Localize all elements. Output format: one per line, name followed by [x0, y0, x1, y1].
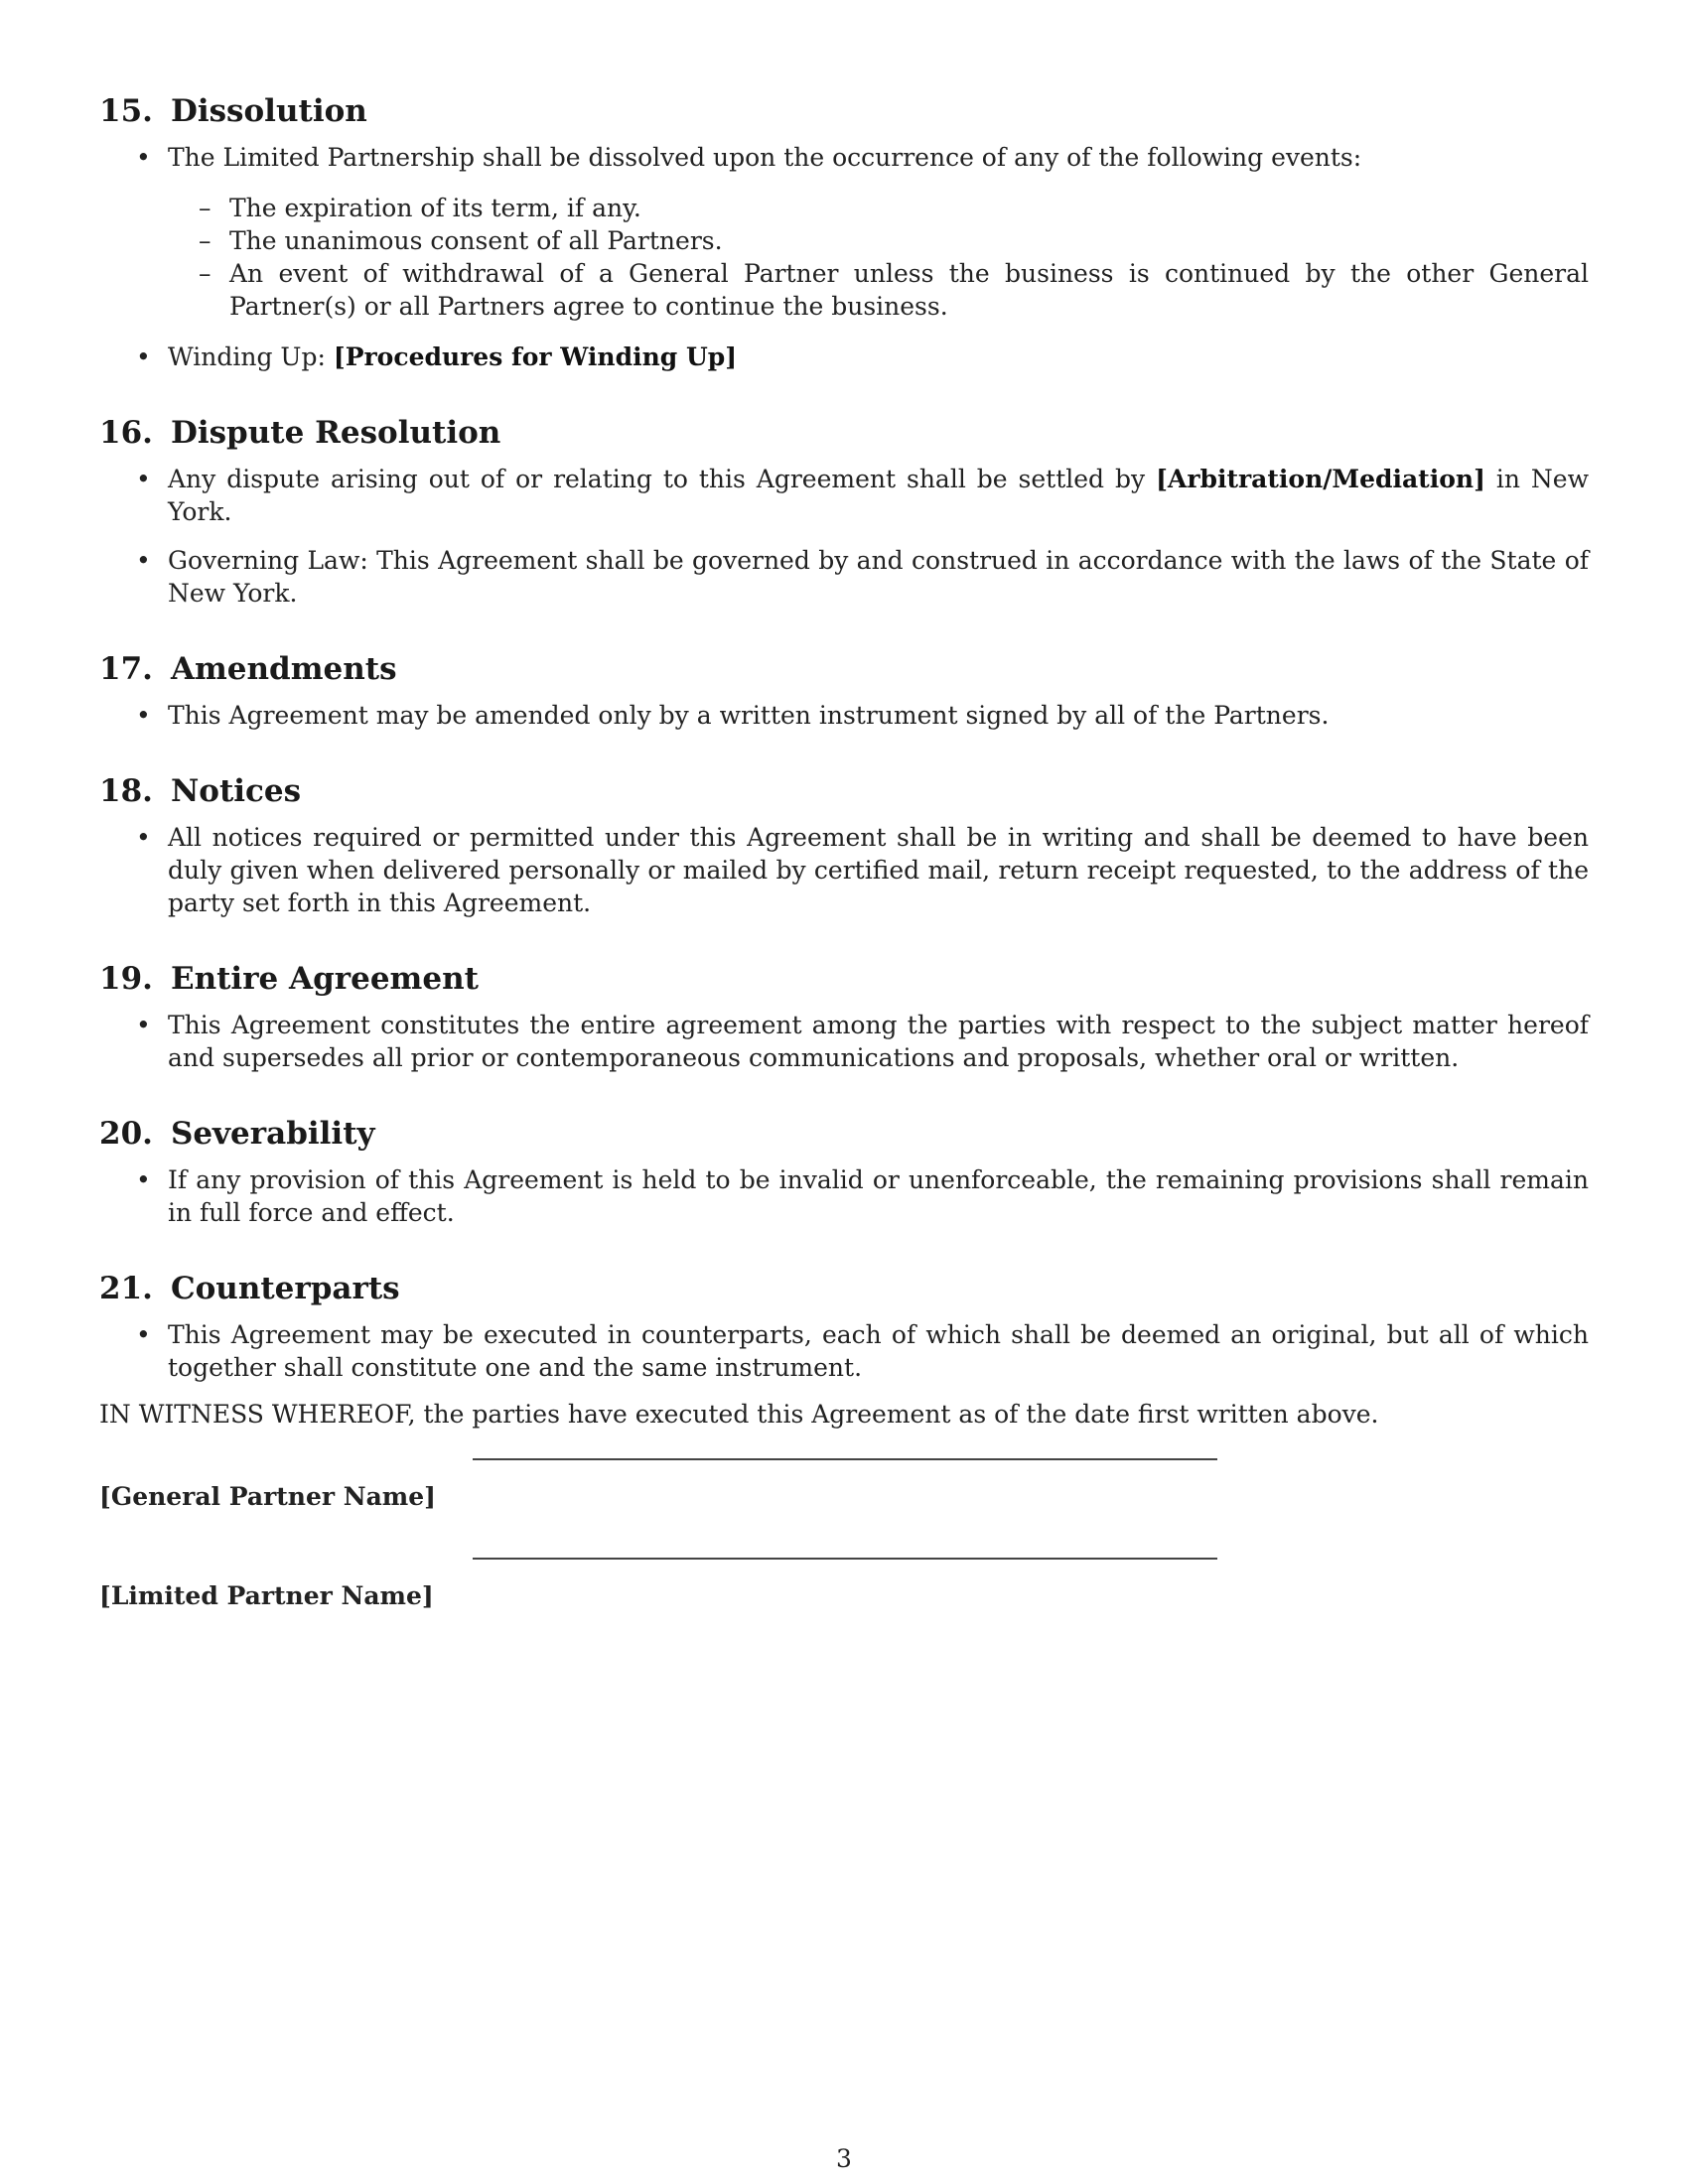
- bullet-icon: •: [136, 1011, 151, 1039]
- list-item: [99, 341, 1589, 373]
- section-number: 21.: [99, 1271, 153, 1306]
- document-page: [99, 91, 1589, 1629]
- signature-limited-partner: [99, 1530, 1589, 1629]
- section-number: 18.: [99, 773, 153, 809]
- section-counterparts: [99, 1269, 1589, 1384]
- list-item: [99, 544, 1589, 610]
- bullet-icon: •: [136, 342, 151, 371]
- section-title-text: Entire Agreement: [170, 961, 479, 997]
- section-amendments: [99, 649, 1589, 732]
- general-partner-name: General Partner Name: [110, 1482, 425, 1511]
- section-number: 17.: [99, 651, 153, 687]
- signature-general-partner: [99, 1431, 1589, 1530]
- limited-partner-label: [Limited Partner Name]: [99, 1581, 434, 1610]
- bullet-icon: •: [136, 823, 151, 852]
- list-item: [99, 699, 1589, 732]
- bullet-list: [99, 699, 1589, 732]
- bullet-icon: •: [136, 546, 151, 575]
- bullet-list: [99, 141, 1589, 373]
- section-number: 20.: [99, 1116, 153, 1152]
- list-item: [99, 141, 1589, 323]
- bullet-list: [99, 463, 1589, 610]
- dissolution-intro: The Limited Partnership shall be dissolved upon the occurrence of any of the following events:: [168, 143, 1362, 172]
- event-text: The expiration of its term, if any.: [229, 194, 641, 222]
- governing-law-text: Governing Law: This Agreement shall be governed by and construed in accordance with the laws of the State of New York.: [168, 546, 1589, 608]
- section-text: This Agreement may be amended only by a written instrument signed by all of the Partners.: [168, 701, 1330, 730]
- event-text: An event of withdrawal of a General Partner unless the business is continued by the other General Partner(s) or all Partners agree to continue the business.: [229, 259, 1589, 321]
- section-dissolution: [99, 91, 1589, 373]
- section-title-text: Notices: [170, 773, 302, 809]
- dash-icon: –: [199, 259, 211, 288]
- section-title-text: Dispute Resolution: [170, 415, 501, 451]
- section-text: All notices required or permitted under this Agreement shall be in writing and shall be deemed to have been duly given when delivered personally or mailed by certified mail, return receipt requested, to the address of the party set forth in this Agreement.: [168, 823, 1589, 917]
- section-title: [99, 1114, 1589, 1154]
- winding-placeholder-text: Procedures for Winding Up: [345, 342, 726, 371]
- list-item: [99, 821, 1589, 919]
- event-text: The unanimous consent of all Partners.: [229, 226, 723, 255]
- bullet-list: [99, 821, 1589, 919]
- limited-partner-name: Limited Partner Name: [110, 1581, 422, 1610]
- list-item: [168, 224, 1589, 257]
- bullet-list: [99, 1318, 1589, 1384]
- section-entire-agreement: [99, 959, 1589, 1074]
- section-notices: [99, 771, 1589, 919]
- section-title: [99, 91, 1589, 131]
- dispute-placeholder: [Arbitration/Mediation]: [1156, 465, 1485, 493]
- list-item: [168, 257, 1589, 323]
- bullet-icon: •: [136, 465, 151, 493]
- section-title: [99, 413, 1589, 453]
- winding-placeholder: [Procedures for Winding Up]: [333, 342, 738, 371]
- section-title: [99, 649, 1589, 689]
- winding-label: Winding Up:: [168, 342, 334, 371]
- witness-statement: IN WITNESS WHEREOF, the parties have executed this Agreement as of the date first written above.: [99, 1400, 1379, 1429]
- section-title: [99, 1269, 1589, 1308]
- list-item: [99, 1163, 1589, 1229]
- page-number: 3: [836, 2144, 852, 2173]
- section-title: [99, 959, 1589, 999]
- section-text: This Agreement constitutes the entire agreement among the parties with respect to the subject matter hereof and supersedes all prior or contemporaneous communications and proposals, whether oral or written.: [168, 1011, 1589, 1072]
- list-item: [168, 192, 1589, 224]
- section-title-text: Amendments: [170, 651, 397, 687]
- bullet-icon: •: [136, 1165, 151, 1194]
- dispute-text: Any dispute arising out of or relating to this Agreement shall be settled by: [168, 465, 1157, 493]
- signature-line: [473, 1558, 1217, 1560]
- section-number: 15.: [99, 93, 153, 129]
- list-item: [99, 1009, 1589, 1074]
- list-item: [99, 1318, 1589, 1384]
- dissolution-events: [168, 192, 1589, 323]
- dispute-placeholder-text: Arbitration/Mediation: [1167, 465, 1475, 493]
- signature-line: [473, 1458, 1217, 1460]
- dispute-text-end: in New York.: [168, 465, 1589, 526]
- bullet-icon: •: [136, 143, 151, 172]
- section-severability: [99, 1114, 1589, 1229]
- dash-icon: –: [199, 194, 211, 222]
- dash-icon: –: [199, 226, 211, 255]
- section-number: 19.: [99, 961, 153, 997]
- bullet-icon: •: [136, 701, 151, 730]
- section-title-text: Severability: [170, 1116, 375, 1152]
- section-title-text: Dissolution: [170, 93, 367, 129]
- section-text: If any provision of this Agreement is held to be invalid or unenforceable, the remaining provisions shall remain in full force and effect.: [168, 1165, 1589, 1227]
- general-partner-label: [General Partner Name]: [99, 1482, 437, 1511]
- bullet-list: [99, 1163, 1589, 1229]
- section-title-text: Counterparts: [170, 1271, 400, 1306]
- section-number: 16.: [99, 415, 153, 451]
- section-title: [99, 771, 1589, 811]
- section-dispute-resolution: [99, 413, 1589, 610]
- list-item: [99, 463, 1589, 528]
- section-text: This Agreement may be executed in counterparts, each of which shall be deemed an original, but all of which together shall constitute one and the same instrument.: [168, 1320, 1589, 1382]
- bullet-list: [99, 1009, 1589, 1074]
- bullet-icon: •: [136, 1320, 151, 1349]
